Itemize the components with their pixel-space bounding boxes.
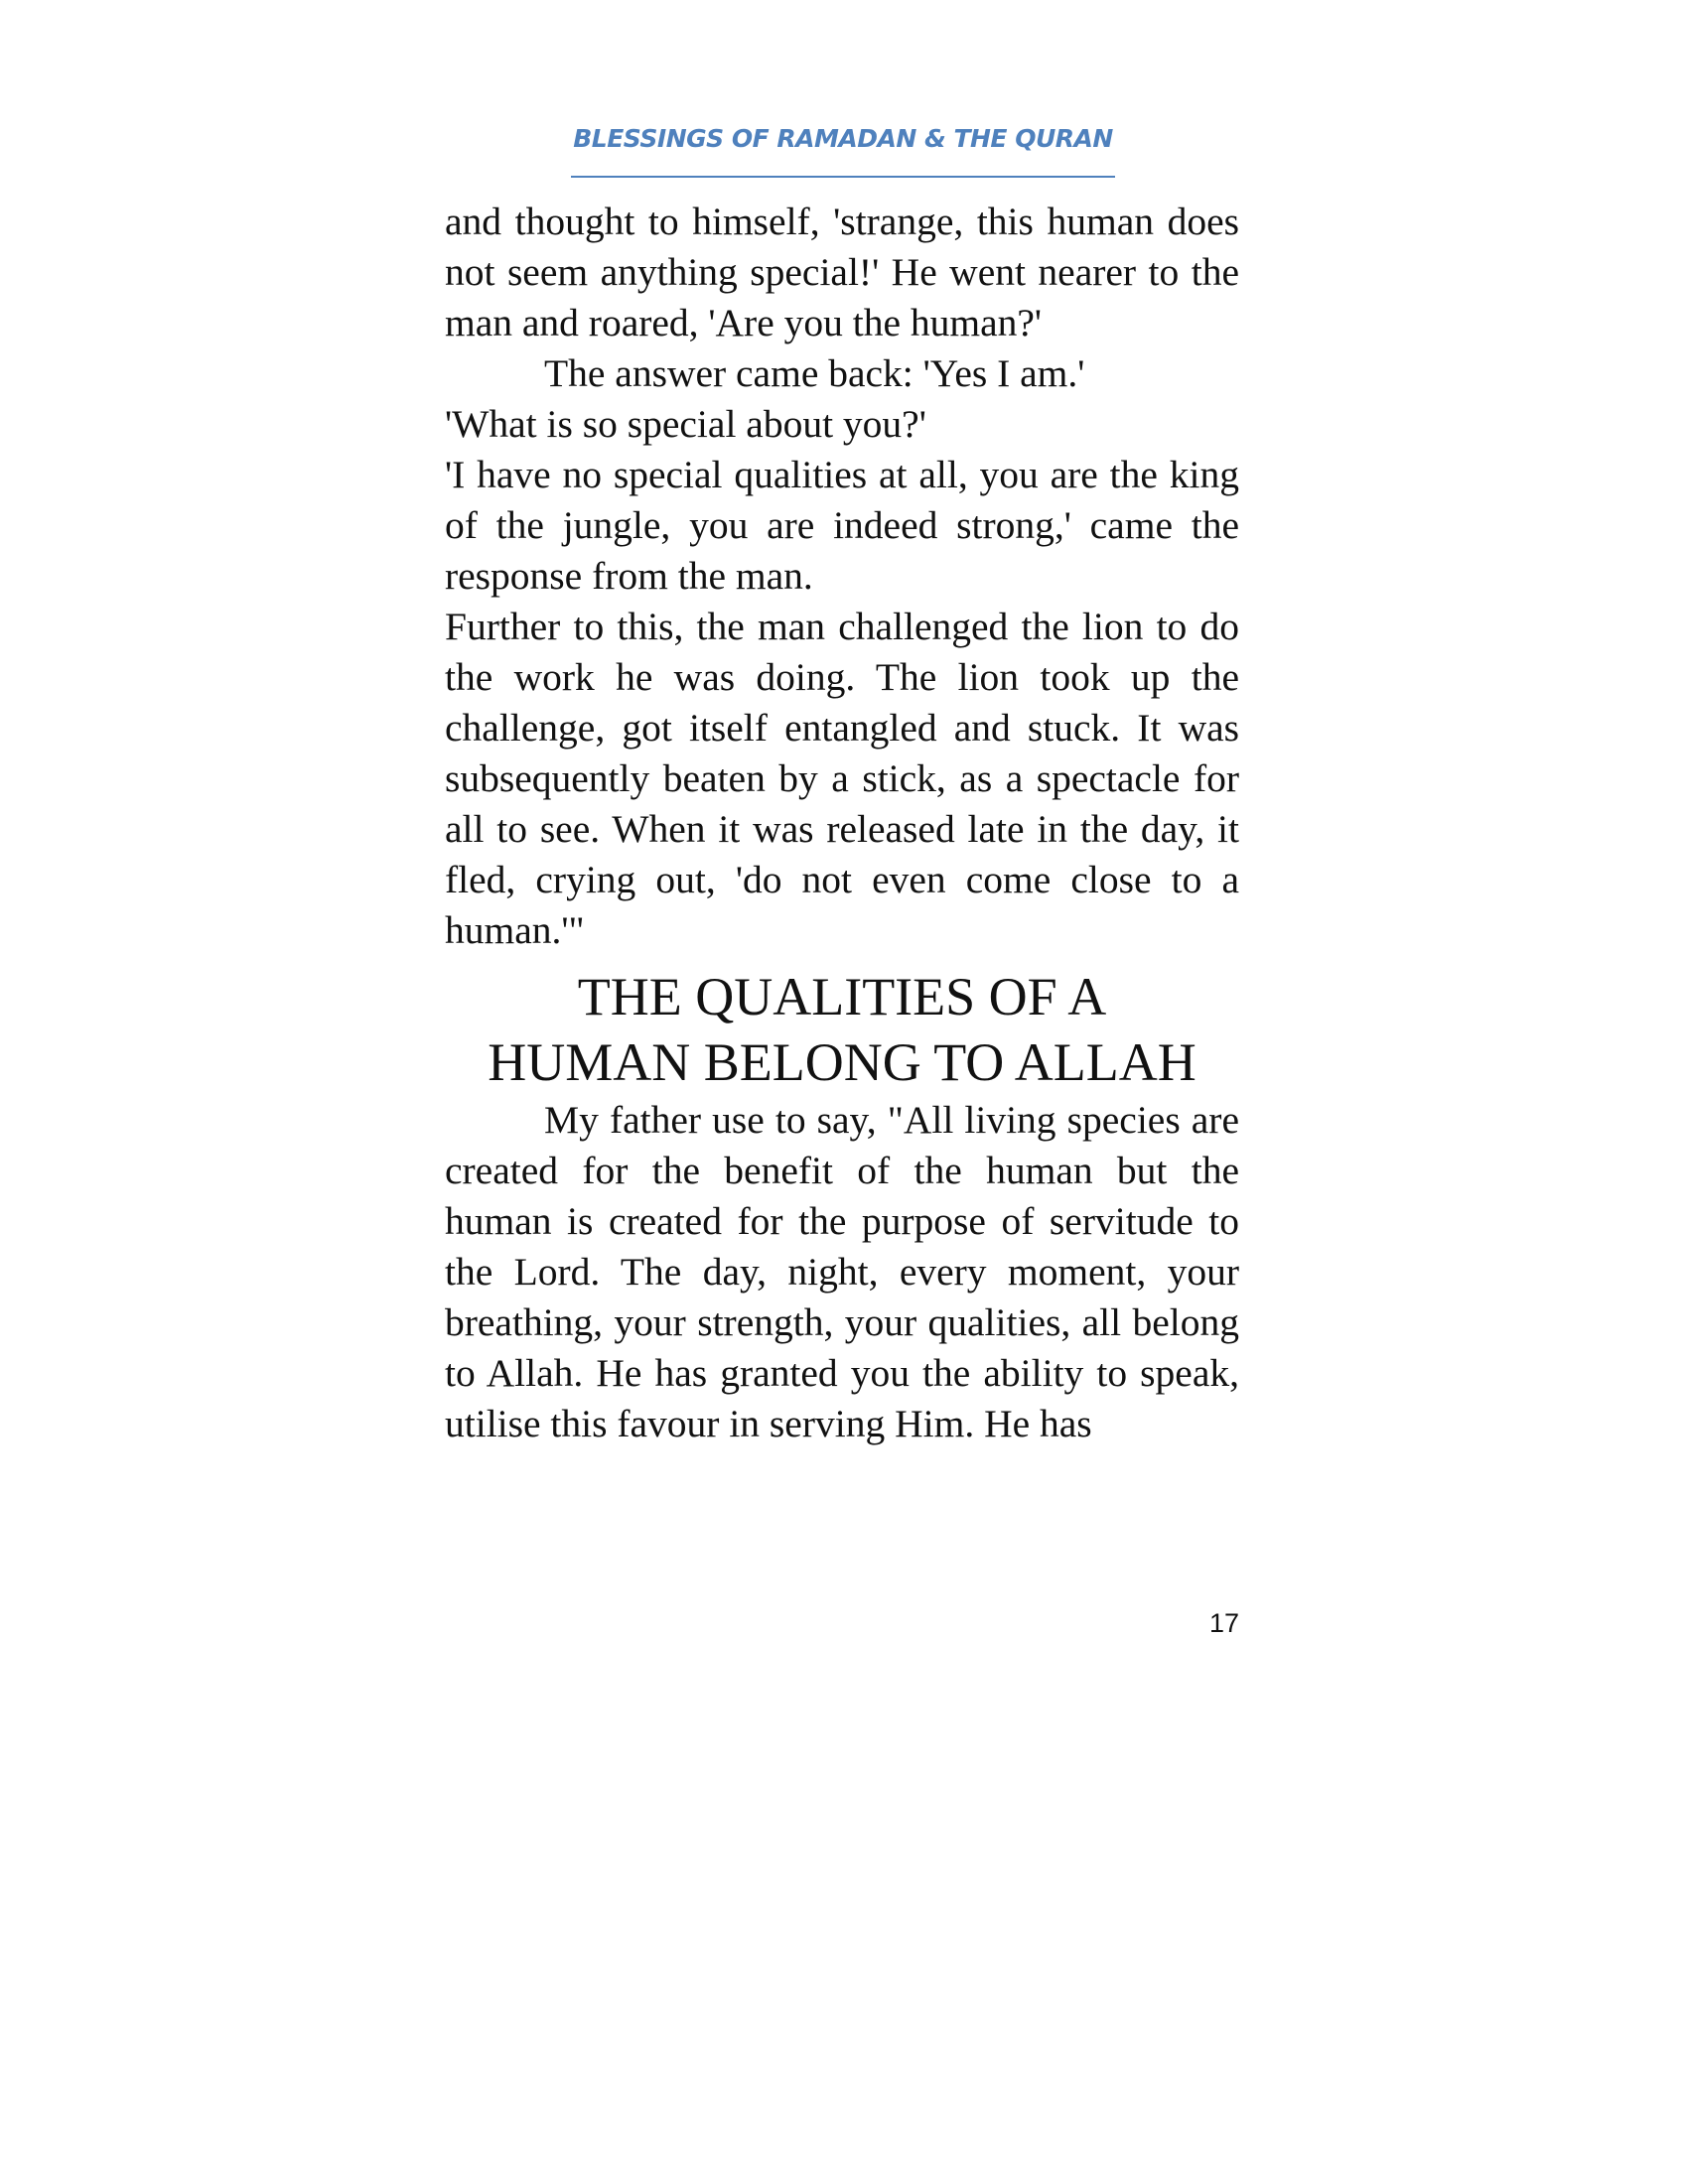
- running-header-title: BLESSINGS OF RAMADAN & THE QURAN: [573, 124, 1113, 153]
- paragraph-father-saying: My father use to say, "All living species are created for the benefit of the human but the human is created for the purpose of servitude to the Lord. The day, night, every moment, your breathing, your strength, your qualities, all belong to Allah. He has granted you the ability to speak, utilise this favour in serving Him. He has: [445, 1098, 1239, 1445]
- paragraph-answer: The answer came back: 'Yes I am.': [544, 351, 1085, 395]
- header-divider: [571, 176, 1115, 178]
- paragraph-lion-approach: and thought to himself, 'strange, this human does not seem anything special!' He went nearer to the man and roared, 'Are you the human?': [445, 200, 1239, 344]
- paragraph-response: 'I have no special qualities at all, you are the king of the jungle, you are indeed strong,' came the response from the man.: [445, 453, 1239, 598]
- section-heading: [445, 964, 1239, 1095]
- paragraph-question: 'What is so special about you?': [445, 402, 926, 446]
- page-number: 17: [1208, 1608, 1239, 1638]
- body-text: [445, 197, 1239, 1449]
- paragraph-challenge: Further to this, the man challenged the lion to do the work he was doing. The lion took up the challenge, got itself entangled and stuck. It was subsequently beaten by a stick, as a spectacle for all to see. When it was released late in the day, it fled, crying out, 'do not even come close to a human.'": [445, 605, 1239, 952]
- section-heading-line-2: HUMAN BELONG TO ALLAH: [488, 1032, 1196, 1092]
- section-heading-line-1: THE QUALITIES OF A: [577, 967, 1107, 1026]
